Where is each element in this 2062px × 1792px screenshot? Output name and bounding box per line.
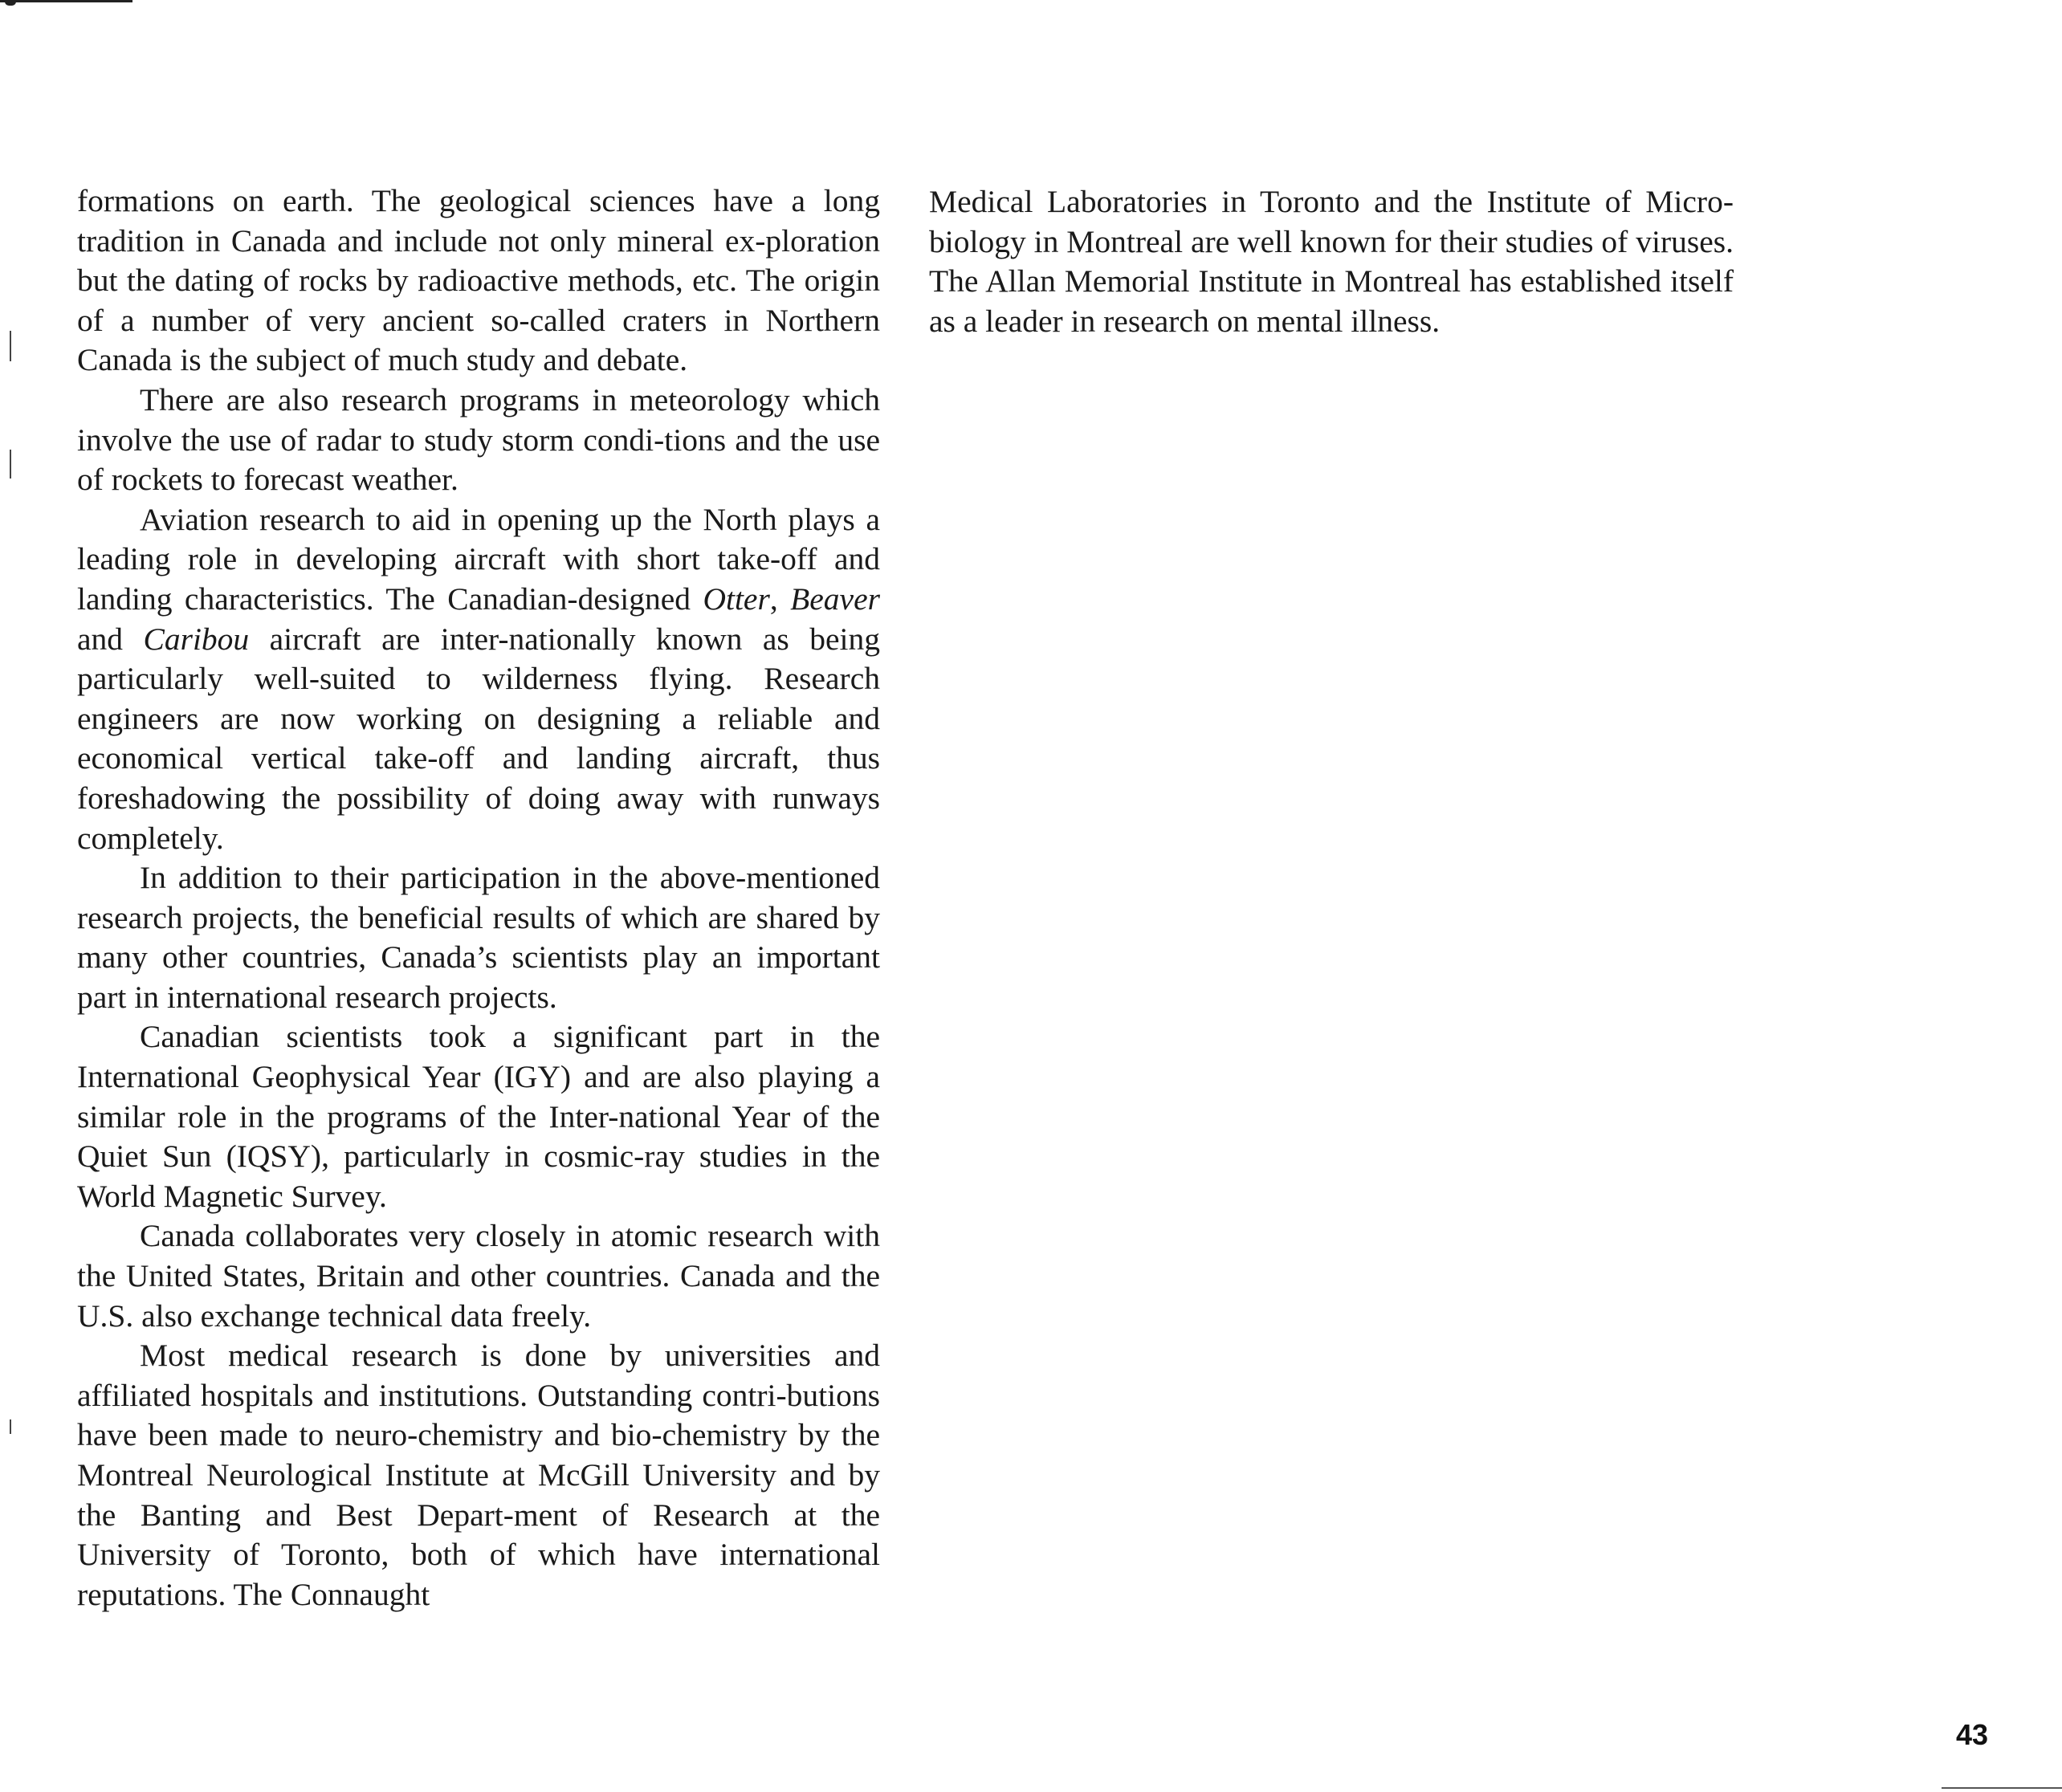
bottom-rule [1942, 1787, 2062, 1789]
aircraft-separator-2: and [77, 621, 144, 657]
aviation-text-part-1: Aviation research to aid in opening up the North plays a leading role in developing aircraft with short take-off and landing characteristics. The Canadian-designed [77, 501, 880, 617]
aircraft-name-caribou: Caribou [143, 621, 250, 657]
paragraph-meteorology: There are also research programs in meteorology which involve the use of radar to study storm condi-tions and the use of rockets to forecast weather. [77, 381, 880, 498]
margin-tick-3 [10, 1419, 11, 1434]
aircraft-separator-1: , [769, 580, 791, 617]
margin-tick-2 [10, 450, 11, 479]
aviation-text-part-2: aircraft are inter-nationally known as being particularly well-suited to wilderness flying. Research engineers are now working on designing a reliable and economical vertical take-off and landing aircraft, thus foreshadowing the possibility of doing away with runways completely. [77, 621, 880, 856]
paragraph-igy-iqsy: Canadian scientists took a significant part in the International Geophysical Year (IGY) and are also playing a similar role in the programs of the Inter-national Year of the Quiet Sun (IQSY), particularly in cosmic-ray studies in the World Magnetic Survey. [77, 1019, 880, 1214]
aircraft-name-beaver: Beaver [790, 580, 880, 617]
scan-mark-top [0, 0, 132, 2]
left-column [77, 181, 880, 1615]
paragraph-geological-sciences: formations on earth. The geological sciences have a long tradition in Canada and include not only mineral ex-ploration but the dating of rocks by radioactive methods, etc. The origin of a number of very ancient so-called craters in Northern Canada is the subject of much study and debate. [77, 183, 880, 378]
paragraph-atomic-research: Canada collaborates very closely in atomic research with the United States, Britain and other countries. Canada and the U.S. also exchange technical data freely. [77, 1218, 880, 1334]
page-number: 43 [1956, 1718, 1989, 1751]
margin-tick-1 [10, 331, 11, 361]
paragraph-medical-research: Most medical research is done by universities and affiliated hospitals and institutions. Outstanding contri-butions have been made to neuro-chemistry and bio-chemistry by the Montreal Neurological Institute at McGill University and by the Banting and Best Depart-ment of Research at the University of Toronto, both of which have international reputations. The Connaught [77, 1338, 880, 1612]
paragraph-aviation-research [77, 500, 880, 858]
right-column [929, 182, 1734, 341]
aircraft-name-otter: Otter [703, 580, 770, 617]
paragraph-medical-laboratories: Medical Laboratories in Toronto and the Institute of Micro-biology in Montreal are well known for their studies of viruses. The Allan Memorial Institute in Montreal has established itself as a leader in research on mental illness. [929, 184, 1734, 339]
paragraph-international-research: In addition to their participation in the above-mentioned research projects, the beneficial results of which are shared by many other countries, Canada’s scientists play an important part in international research projects. [77, 860, 880, 1015]
